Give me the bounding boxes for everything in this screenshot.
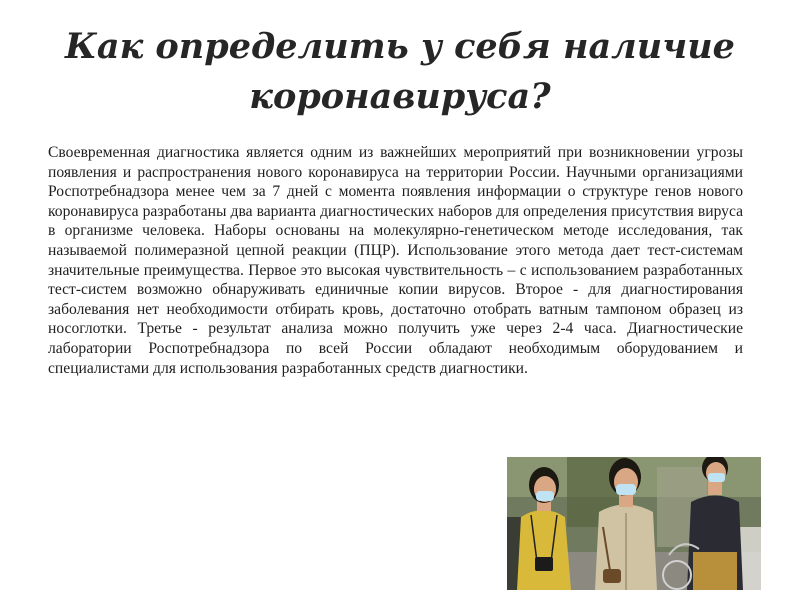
people-in-masks-photo (507, 457, 761, 590)
slide-title: Как определить у себя наличие коронавируса? (65, 26, 735, 117)
slide-body-text: Своевременная диагностика является одним из важнейших мероприятий при возникновении угрозы появления и распространения нового коронавируса на территории России. Научными организациями Роспотребнадзора менее чем за 7 дней с момента появления информации о структуре генов нового коронавируса разработаны два варианта диагностических наборов для определения присутствия вируса в организме человека. Наборы основаны на молекулярно-генетическом методе исследования, так называемой полимеразной цепной реакции (ПЦР). Использование этого метода дает тест-системам значительные преимущества. Первое это высокая чувствительность – с использованием разработанных тест-систем возможно обнаруживать единичные копии вирусов. Второе - для диагностирования заболевания нет необходимости отбирать кровь, достаточно отобрать ватным тампоном образец из носоглотки. Третье - результат анализа можно получить уже через 2-4 часа. Диагностические лаборатории Роспотребнадзора по всей России обладают необходимым оборудованием и специалистами для использования разработанных средств диагностики. (48, 144, 743, 377)
